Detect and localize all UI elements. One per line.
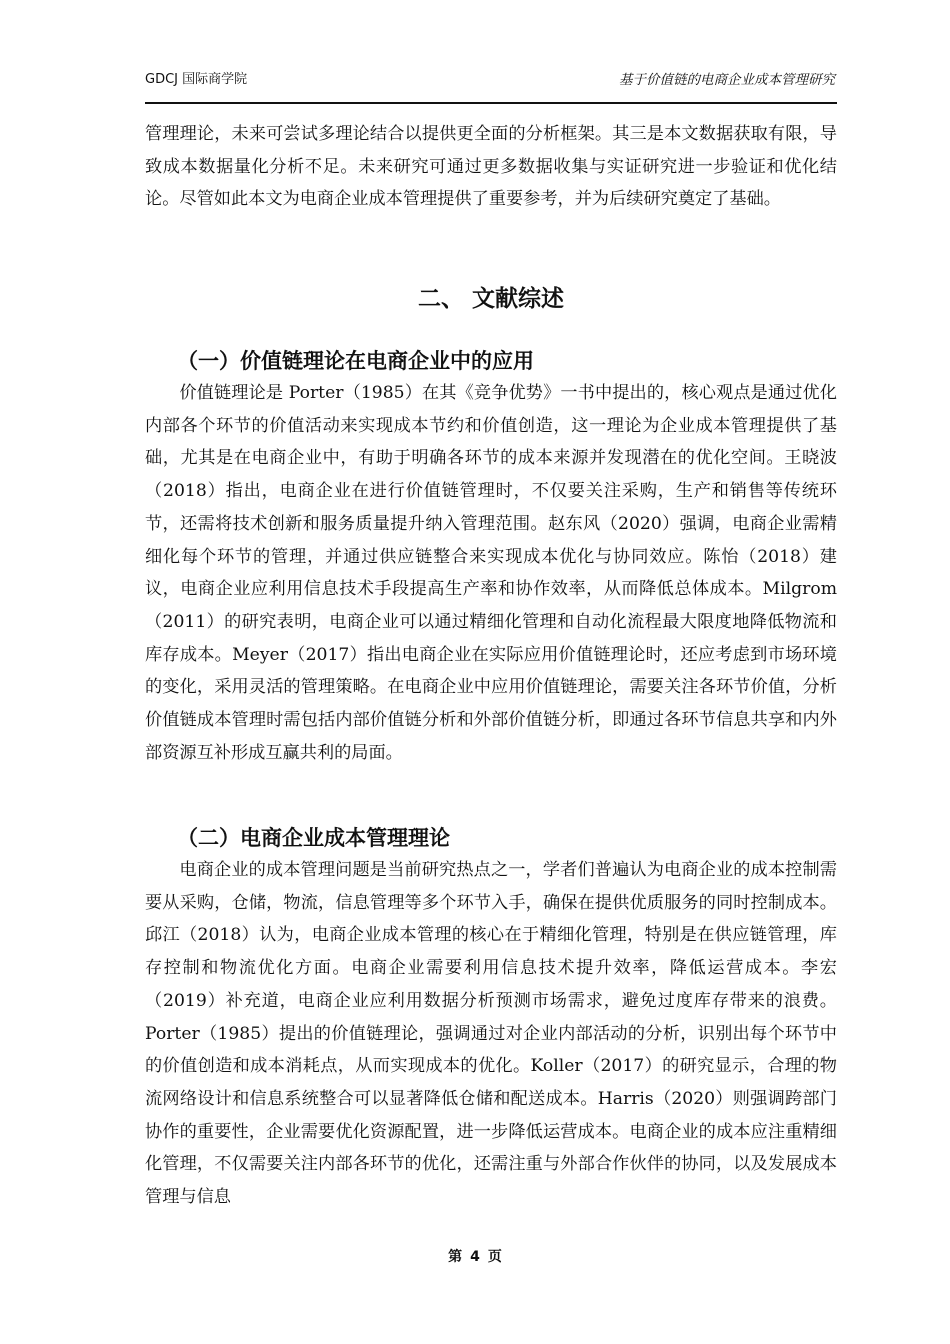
- page-footer: [0, 1246, 950, 1266]
- header-thesis-title: 基于价值链的电商企业成本管理研究: [619, 72, 835, 88]
- chapter-title: 二、 文献综述: [417, 286, 564, 312]
- intro-paragraph: 管理理论，未来可尝试多理论结合以提供更全面的分析框架。其三是本文数据获取有限，导致成本数据量化分析不足。未来研究可通过更多数据收集与实证研究进一步验证和优化结论。尽管如此本文为电商企业成本管理提供了重要参考，并为后续研究奠定了基础。: [145, 124, 837, 210]
- page-number: 4: [470, 1249, 480, 1265]
- header-institution: GDCJ 国际商学院: [145, 72, 248, 87]
- section2-title: （二）电商企业成本管理理论: [177, 826, 450, 850]
- section2-paragraph: 电商企业的成本管理问题是当前研究热点之一，学者们普遍认为电商企业的成本控制需要从采购，仓储，物流，信息管理等多个环节入手，确保在提供优质服务的同时控制成本。邱江（2018）认为，电商企业成本管理的核心在于精细化管理，特别是在供应链管理，库存控制和物流优化方面。电商企业需要利用信息技术提升效率，降低运营成本。李宏（2019）补充道，电商企业应利用数据分析预测市场需求，避免过度库存带来的浪费。Porter（1985）提出的价值链理论，强调通过对企业内部活动的分析，识别出每个环节中的价值创造和成本消耗点，从而实现成本的优化。Koller（2017）的研究显示，合理的物流网络设计和信息系统整合可以显著降低仓储和配送成本。Harris（2020）则强调跨部门协作的重要性，企业需要优化资源配置，进一步降低运营成本。电商企业的成本应注重精细化管理，不仅需要关注内部各环节的优化，还需注重与外部合作伙伴的协同，以及发展成本管理与信息: [145, 860, 837, 1208]
- section1-paragraph: 价值链理论是 Porter（1985）在其《竞争优势》一书中提出的，核心观点是通过优化内部各个环节的价值活动来实现成本节约和价值创造，这一理论为企业成本管理提供了基础，尤其是在电商企业中，有助于明确各环节的成本来源并发现潜在的优化空间。王晓波（2018）指出，电商企业在进行价值链管理时，不仅要关注采购，生产和销售等传统环节，还需将技术创新和服务质量提升纳入管理范围。赵东风（2020）强调，电商企业需精细化每个环节的管理，并通过供应链整合来实现成本优化与协同效应。陈怡（2018）建议，电商企业应利用信息技术手段提高生产率和协作效率，从而降低总体成本。Milgrom（2011）的研究表明，电商企业可以通过精细化管理和自动化流程最大限度地降低物流和库存成本。Meyer（2017）指出电商企业在实际应用价值链理论时，还应考虑到市场环境的变化，采用灵活的管理策略。在电商企业中应用价值链理论，需要关注各环节价值，分析价值链成本管理时需包括内部价值链分析和外部价值链分析，即通过各环节信息共享和内外部资源互补形成互赢共利的局面。: [145, 383, 837, 763]
- footer-prefix: 第: [448, 1249, 463, 1265]
- header-divider: [145, 102, 837, 104]
- footer-suffix: 页: [487, 1249, 502, 1265]
- section1-title: （一）价值链理论在电商企业中的应用: [177, 349, 534, 373]
